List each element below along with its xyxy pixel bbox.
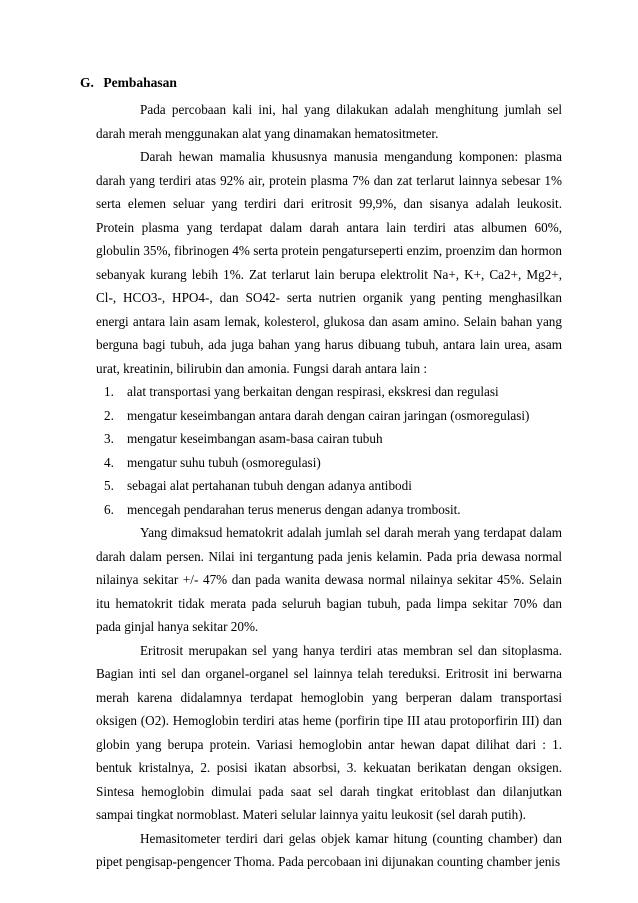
paragraph-purpose: Pada percobaan kali ini, hal yang dilakukan adalah menghitung jumlah sel darah merah menggunakan alat yang dinamakan hematositmeter. (96, 102, 562, 141)
section-title: Pembahasan (103, 75, 177, 90)
blood-functions-list (96, 380, 562, 521)
paragraph-erythrocyte: Eritrosit merupakan sel yang hanya terdiri atas membran sel dan sitoplasma. Bagian inti sel dan organel-organel sel lainnya telah tereduksi. Eritrosit ini berwarna merah karena didalamnya terdapat hemoglobin yang berperan dalam transportasi oksigen (O2). Hemoglobin terdiri atas heme (porfirin tipe III atau protoporfirin III) dan globin yang berupa protein. Variasi hemoglobin antar hewan dapat dilihat dari : 1. bentuk kristalnya, 2. posisi ikatan absorbsi, 3. kekuatan berikatan dengan oksigen. Sintesa hemoglobin dimulai pada saat sel darah tingkat eritoblast dan dilanjutkan sampai tingkat normoblast. Materi selular lainnya yaitu leukosit (sel darah putih). (96, 642, 562, 822)
list-item-text: alat transportasi yang berkaitan dengan respirasi, ekskresi dan regulasi (127, 384, 499, 399)
list-item-text: mengatur keseimbangan antara darah dengan cairan jaringan (osmoregulasi) (127, 407, 530, 423)
section-heading (80, 75, 177, 91)
paragraph-hematocrit: Yang dimaksud hematokrit adalah jumlah sel darah merah yang terdapat dalam darah dalam persen. Nilai ini tergantung pada jenis kelamin. Pada pria dewasa normal nilainya sekitar +/- 47% dan pada wanita dewasa normal nilainya sekitar 45%. Selain itu hematokrit tidak merata pada seluruh bagian tubuh, pada limpa sekitar 70% dan pada ginjal hanya sekitar 20%. (96, 525, 562, 634)
paragraph-blood-components: Darah hewan mamalia khususnya manusia mengandung komponen: plasma darah yang terdiri atas 92% air, protein plasma 7% dan zat terlarut lainnya sebesar 1% serta elemen seluar yang terdiri dari eritrosit 99,9%, dan sisanya adalah leukosit. Protein plasma yang terdapat dalam darah antara lain terdiri atas albumen 60%, globulin 35%, fibrinogen 4% serta protein pengaturseperti enzim, proenzim dan hormon sebanyak kurang lebih 1%. Zat terlarut lain berupa elektrolit Na+, K+, Ca2+, Mg2+, Cl-, HCO3-, HPO4-, dan SO42- serta nutrien organik yang penting menghasilkan energi antara lain asam lemak, kolesterol, glukosa dan asam amino. Selain bahan yang berguna bagi tubuh, ada juga bahan yang harus dibuang tubuh, antara lain urea, asam urat, kreatinin, bilirubin dan amonia. Fungsi darah antara lain : (96, 149, 562, 376)
list-item-number: 5. (104, 478, 114, 493)
list-item-number: 4. (104, 454, 114, 470)
list-item (96, 474, 562, 498)
section-number: G. (80, 75, 94, 90)
list-item-number: 6. (104, 501, 114, 517)
list-item-text: mengatur keseimbangan asam-basa cairan tubuh (127, 431, 383, 446)
list-item-text: mengatur suhu tubuh (osmoregulasi) (127, 454, 321, 470)
list-item (96, 404, 562, 428)
list-item (96, 427, 562, 451)
list-item (96, 498, 562, 522)
section-body (96, 98, 562, 874)
list-item-text: sebagai alat pertahanan tubuh dengan adanya antibodi (127, 478, 412, 493)
list-item (96, 451, 562, 475)
list-item (96, 380, 562, 404)
list-item-number: 2. (104, 407, 114, 423)
list-item-number: 3. (104, 431, 114, 446)
list-item-number: 1. (104, 384, 114, 399)
paragraph-hemacytometer: Hemasitometer terdiri dari gelas objek kamar hitung (counting chamber) dan pipet pengisap-pengencer Thoma. Pada percobaan ini dijunakan counting chamber jenis (96, 830, 562, 869)
list-item-text: mencegah pendarahan terus menerus dengan adanya trombosit. (127, 501, 461, 517)
